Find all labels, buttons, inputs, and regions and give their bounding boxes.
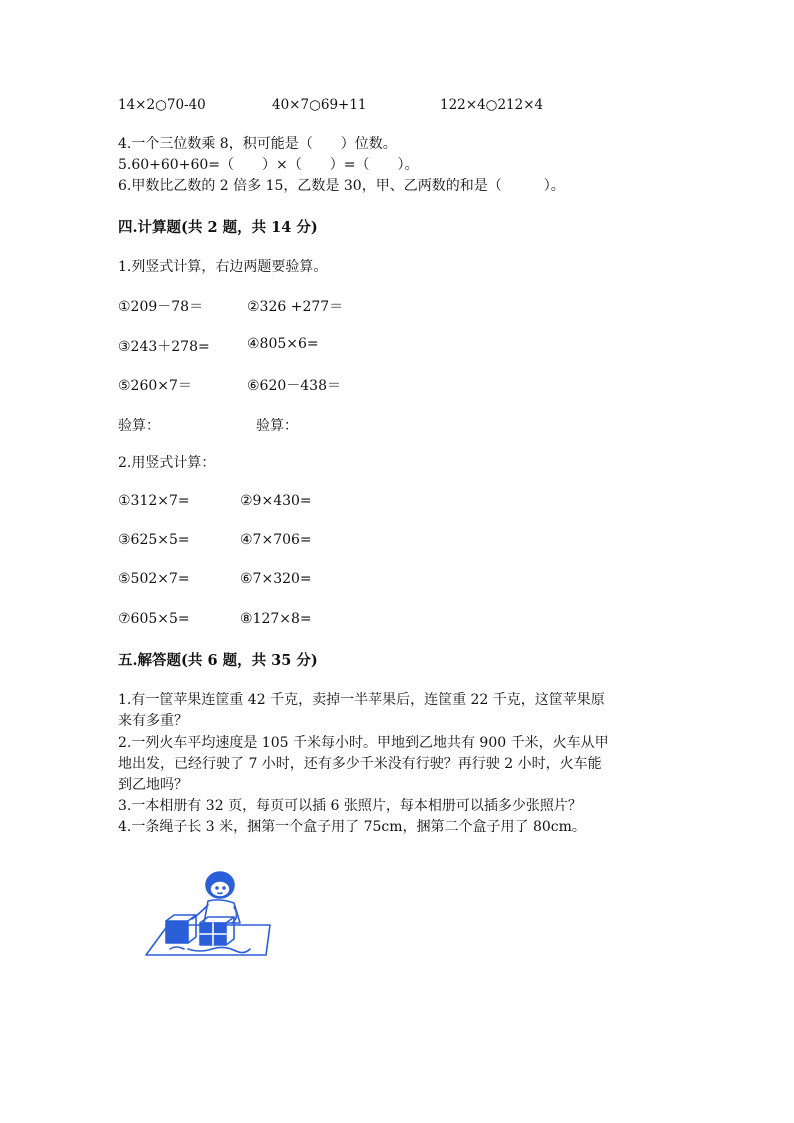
calc-q1-item-4: ④805×6=	[247, 336, 319, 352]
problem-line-1: 1.有一筐苹果连筐重 42 千克，卖掉一半苹果后，连筐重 22 千克，这筐苹果原	[118, 692, 605, 708]
problem-line-4: 地出发，已经行驶了 7 小时，还有多少千米没有行驶？再行驶 2 小时，火车能	[118, 756, 602, 772]
comparison-1: 14×2○70-40	[118, 97, 206, 113]
calc-q2-intro: 2.用竖式计算：	[118, 455, 216, 471]
calc-q2-item-6: ⑥7×320=	[240, 571, 312, 587]
fill-item-4: 4.一个三位数乘 8，积可能是（ ）位数。	[118, 136, 397, 152]
calc-q2-item-3: ③625×5=	[118, 532, 190, 548]
calc-q2-item-8: ⑧127×8=	[240, 611, 312, 627]
calc-q1-item-5: ⑤260×7＝	[118, 378, 192, 394]
calc-q2-item-5: ⑤502×7=	[118, 571, 190, 587]
problem-line-5: 到乙地吗？	[118, 777, 188, 793]
check-label-2: 验算：	[256, 418, 298, 434]
calc-q1-item-6: ⑥620－438＝	[247, 378, 341, 394]
problem-line-6: 3.一本相册有 32 页，每页可以插 6 张照片，每本相册可以插多少张照片？	[118, 798, 582, 814]
fill-item-5: 5.60+60+60=（ ）×（ ）=（ ）。	[118, 157, 419, 173]
section-5-heading: 五.解答题(共 6 题，共 35 分)	[118, 652, 318, 669]
problem-line-7: 4.一条绳子长 3 米，捆第一个盒子用了 75cm，捆第二个盒子用了 80cm。	[118, 819, 586, 835]
fill-item-6: 6.甲数比乙数的 2 倍多 15，乙数是 30，甲、乙两数的和是（ ）。	[118, 178, 565, 194]
calc-q1-item-1: ①209－78＝	[118, 299, 204, 315]
calc-q1-item-2: ②326 +277＝	[247, 299, 344, 315]
calc-q2-item-1: ①312×7=	[118, 493, 190, 509]
check-label-1: 验算：	[118, 418, 160, 434]
boy-tying-boxes-illustration	[140, 865, 280, 965]
calc-q2-item-7: ⑦605×5=	[118, 611, 190, 627]
calc-q2-item-2: ②9×430=	[240, 493, 312, 509]
comparison-2: 40×7○69+11	[272, 97, 367, 113]
calc-q1-intro: 1.列竖式计算，右边两题要验算。	[118, 259, 328, 275]
problem-line-2: 来有多重？	[118, 713, 188, 729]
calc-q1-item-3: ③243＋278=	[118, 339, 210, 355]
problem-line-3: 2.一列火车平均速度是 105 千米每小时。甲地到乙地共有 900 千米，火车从甲	[118, 735, 609, 751]
comparison-3: 122×4○212×4	[440, 97, 544, 113]
calc-q2-item-4: ④7×706=	[240, 532, 312, 548]
section-4-heading: 四.计算题(共 2 题，共 14 分)	[118, 219, 318, 236]
